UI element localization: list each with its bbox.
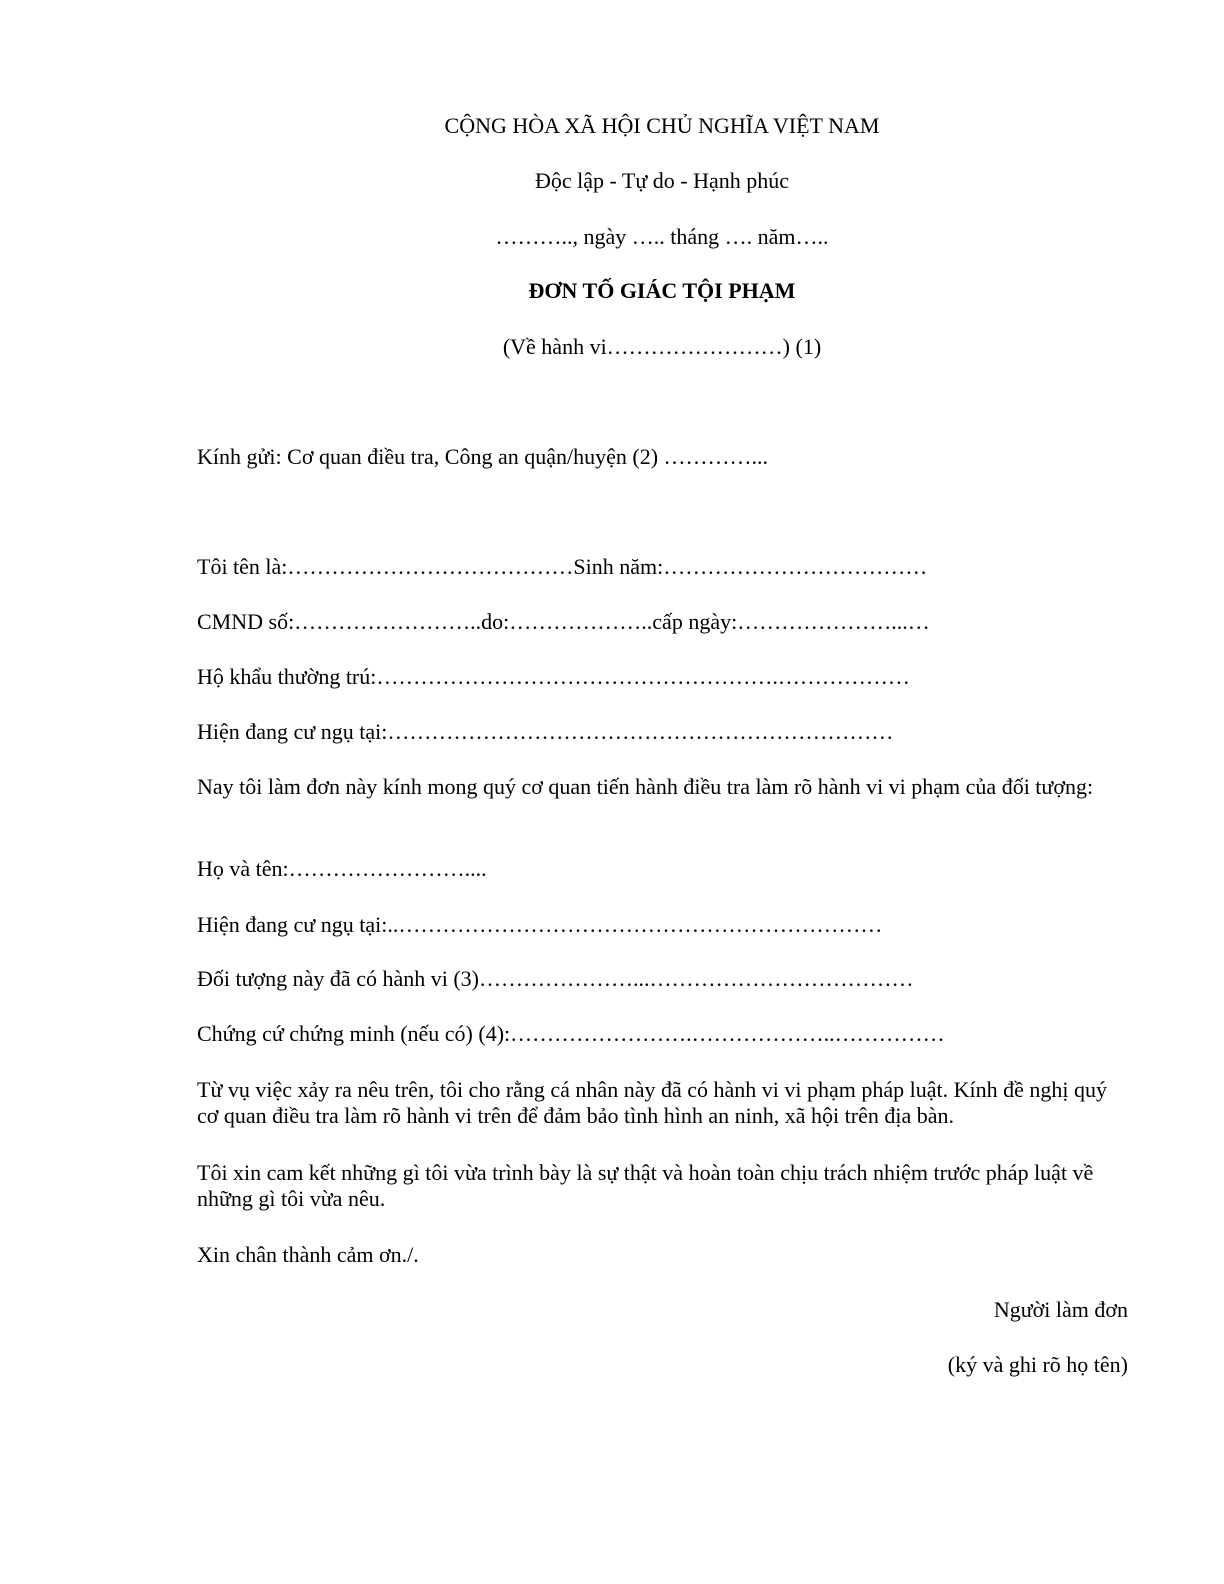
suspect-address-line: Hiện đang cư ngụ tại:..………………………………………………………… bbox=[197, 912, 883, 937]
suspect-behavior-line: Đối tượng này đã có hành vi (3)…………………...……………………………… bbox=[197, 966, 914, 991]
reporter-residence-line: Hộ khẩu thường trú:……………………………………………….……………… bbox=[197, 664, 910, 689]
recipient-line: Kính gửi: Cơ quan điều tra, Công an quận/huyện (2) …………... bbox=[197, 444, 769, 469]
thanks-line: Xin chân thành cảm ơn./. bbox=[197, 1242, 419, 1267]
suspect-name-line: Họ và tên:…………………….... bbox=[197, 856, 487, 881]
document-subtitle: (Về hành vi……………………) (1) bbox=[502, 334, 822, 359]
commitment-paragraph: Tôi xin cam kết những gì tôi vừa trình bày là sự thật và hoàn toàn chịu trách nhiệm trước pháp luật về những gì tôi vừa nêu. bbox=[197, 1160, 1094, 1211]
document-title: ĐƠN TỐ GIÁC TỘI PHẠM bbox=[528, 278, 796, 303]
reporter-name-line: Tôi tên là:…………………………………Sinh năm:……………………………… bbox=[197, 554, 928, 579]
country-heading: CỘNG HÒA XÃ HỘI CHỦ NGHĨA VIỆT NAM bbox=[444, 113, 880, 138]
date-line: ……….., ngày ….. tháng …. năm….. bbox=[495, 224, 829, 249]
signature-note: (ký và ghi rõ họ tên) bbox=[947, 1352, 1128, 1377]
signature-label: Người làm đơn bbox=[993, 1297, 1128, 1322]
conclusion-paragraph: Từ vụ việc xảy ra nêu trên, tôi cho rằng cá nhân này đã có hành vi vi phạm pháp luật. Kính đề nghị quý cơ quan điều tra làm rõ hành vi trên để đảm bảo tình hình an ninh, xã hội trên địa bàn. bbox=[197, 1077, 1107, 1128]
evidence-line: Chứng cứ chứng minh (nếu có) (4):…………………….………………..…………… bbox=[197, 1021, 945, 1046]
reporter-id-line: CMND số:……………………..do:………………..cấp ngày:…………………...… bbox=[197, 609, 930, 634]
motto: Độc lập - Tự do - Hạnh phúc bbox=[534, 168, 790, 193]
request-paragraph: Nay tôi làm đơn này kính mong quý cơ quan tiến hành điều tra làm rõ hành vi vi phạm của đối tượng: bbox=[197, 774, 1094, 799]
reporter-address-line: Hiện đang cư ngụ tại:…………………………………………………………… bbox=[197, 719, 894, 744]
